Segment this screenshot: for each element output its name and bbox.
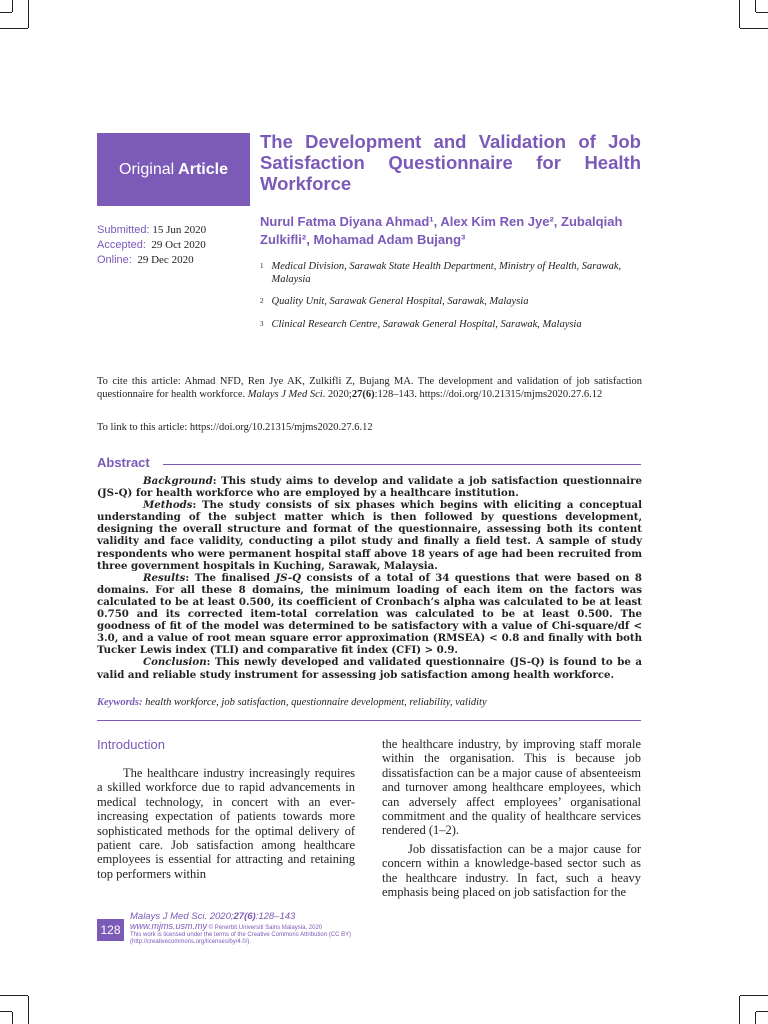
footer-license-link[interactable]: (http://creativecommons.org/licenses/by/4.0/).: [130, 938, 252, 945]
body-column-left: [97, 766, 355, 881]
affiliation-1: 1 Medical Division, Sarawak State Health Department, Ministry of Health, Sarawak, Malaysia: [260, 261, 622, 285]
author-line: Nurul Fatma Diyana Ahmad¹, Alex Kim Ren Jye², Zubalqiah: [260, 214, 623, 229]
crop-mark: [756, 1011, 768, 1012]
abstract-body: [97, 475, 642, 681]
citation: To cite this article: Ahmad NFD, Ren Jye AK, Zulkifli Z, Bujang MA. The development and validation of job satisfaction questionnaire for health workforce. Malays J Med Sci. 2020;27(6):128–143. https://doi.org/10.21315/mjms2020.27.6.12: [97, 376, 642, 400]
crop-mark: [0, 995, 28, 996]
crop-mark: [12, 0, 13, 12]
introduction-heading: Introduction: [97, 737, 165, 752]
crop-mark: [0, 28, 28, 29]
abstract-conclusion: Conclusion: This newly developed and validated questionnaire (JS-Q) is found to be a valid and reliable study instrument for assessing job satisfaction among health workforce.: [97, 656, 642, 681]
footer-license: This work is licensed under the terms of the Creative Commons Attribution (CC BY): [130, 931, 352, 938]
article-title: The Development and Validation of Job Satisfaction Questionnaire for Health Workforce: [260, 131, 641, 194]
date-online: Online: 29 Dec 2020: [97, 254, 194, 266]
abstract-heading: Abstract: [97, 455, 150, 470]
crop-mark: [755, 1012, 756, 1024]
body-column-right: [382, 737, 641, 899]
badge-word-article: Article: [178, 160, 228, 178]
paragraph: the healthcare industry, by improving staff morale within the organisation. This is because job dissatisfaction can be a major cause of absenteeism and turnover among healthcare employees, which can adversely affect employees’ organisational commitment and the quality of healthcare services rendered (1–2).: [382, 737, 641, 838]
date-submitted: Submitted: 15 Jun 2020: [97, 224, 207, 236]
crop-mark: [739, 0, 740, 28]
crop-mark: [28, 0, 29, 28]
date-accepted: Accepted: 29 Oct 2020: [97, 239, 206, 251]
page-number: 128: [97, 919, 124, 941]
crop-mark: [740, 995, 768, 996]
article-type-badge: [97, 133, 250, 206]
journal-url-link[interactable]: www.mjms.usm.my: [130, 920, 207, 931]
paragraph: The healthcare industry increasingly requires a skilled workforce due to rapid advancements in medical technology, in concert with an ever-increasing expectation of patients towards more sophisticated methods for the optimal delivery of patient care. Job satisfaction among healthcare employees is essential for attracting and retaining top performers within: [97, 766, 355, 881]
affiliation-3: 3 Clinical Research Centre, Sarawak General Hospital, Sarawak, Malaysia: [260, 319, 582, 330]
footer-copyright: www.mjms.usm.my © Penerbit Universiti Sains Malaysia, 2020: [130, 920, 323, 931]
keywords: Keywords: health workforce, job satisfaction, questionnaire development, reliability, validity: [97, 697, 487, 708]
crop-mark: [756, 12, 768, 13]
abstract-results: Results: The finalised JS-Q consists of a total of 34 questions that were based on 8 domains. For all these 8 domains, the minimum loading of each item on the factors was calculated to be at least 0.500, its coefficient of Cronbach’s alpha was calculated to be at least 0.750 and its corrected item-total correlation was calculated to be at least 0.500. The goodness of fit of the model was determined to be satisfactory with a value of Chi-square/df < 3.0, and a value of root mean square error approximation (RMSEA) < 0.8 and finally with both Tucker Lewis index (TLI) and comparative fit index (CFI) > 0.9.: [97, 571, 642, 657]
affiliation-2: 2 Quality Unit, Sarawak General Hospital, Sarawak, Malaysia: [260, 296, 529, 307]
crop-mark: [0, 1011, 12, 1012]
divider: [163, 464, 641, 465]
badge-word-original: Original: [119, 160, 175, 178]
crop-mark: [12, 1012, 13, 1024]
paragraph: Job dissatisfaction can be a major cause for concern within a knowledge-based sector such as the healthcare industry. In fact, such a heavy emphasis being placed on job satisfaction for the: [382, 841, 641, 900]
abstract-background: Background: This study aims to develop and validate a job satisfaction questionnaire (JS-Q) for health workforce who are employed by a healthcare institution.: [97, 475, 642, 500]
abstract-methods: Methods: The study consists of six phases which begins with eliciting a conceptual understanding of the subject matter which is then followed by questions development, designing the overall structure and format of the questionnaire, assessing both its content validity and face validity, conducting a pilot study and finally a field test. A sample of study respondents who were permanent hospital staff above 18 years of age had been recruited from three government hospitals in Kuching, Sarawak, Malaysia.: [97, 499, 642, 572]
crop-mark: [0, 12, 12, 13]
article-link[interactable]: To link to this article: https://doi.org/10.21315/mjms2020.27.6.12: [97, 422, 373, 433]
author-line: Zulkifli², Mohamad Adam Bujang³: [260, 232, 466, 247]
divider: [97, 720, 641, 721]
publication-dates: [97, 223, 206, 268]
crop-mark: [28, 996, 29, 1024]
crop-mark: [740, 28, 768, 29]
footer-journal: Malays J Med Sci. 2020;27(6):128–143: [130, 911, 296, 922]
crop-mark: [739, 996, 740, 1024]
footer-info: [130, 912, 351, 946]
crop-mark: [755, 0, 756, 12]
author-list: [260, 213, 642, 249]
